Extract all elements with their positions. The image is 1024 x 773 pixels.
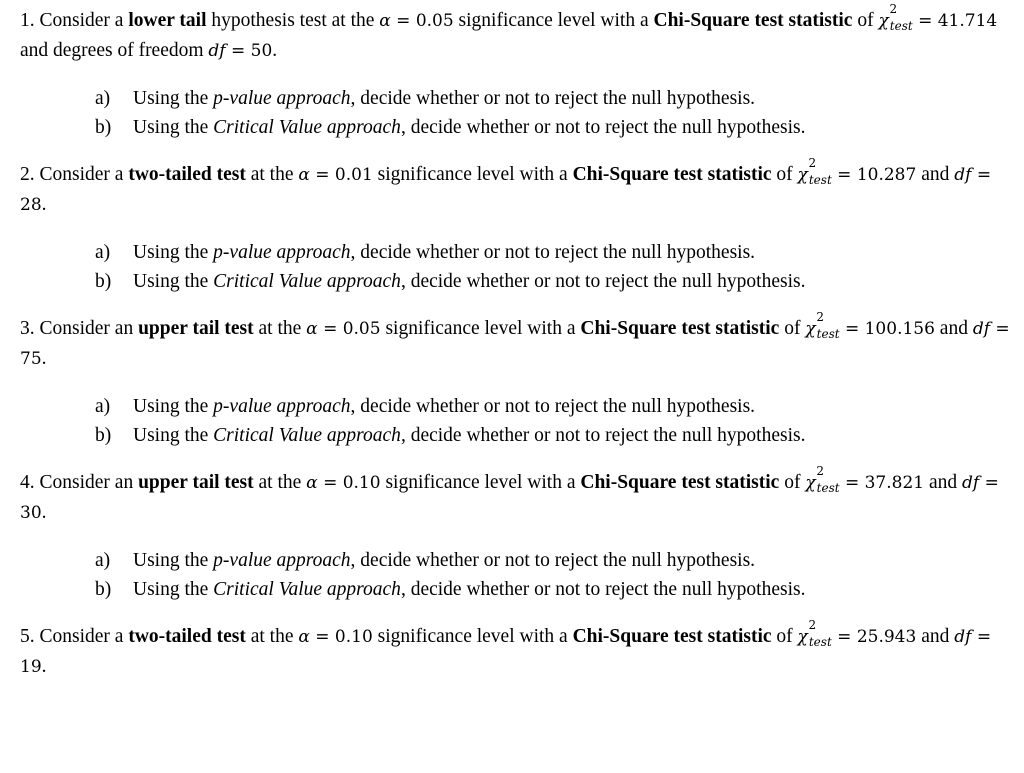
- part-b: b) Using the Critical Value approach, decide whether or not to reject the null hypothesis.: [95, 271, 806, 292]
- sub-questions: [20, 546, 1010, 604]
- problem-1: [20, 2, 1010, 160]
- chi-square-expression: χ 2 $_{test}$ = 100.156: [805, 310, 935, 341]
- statistic-name: Chi-Square test statistic: [653, 10, 853, 31]
- chi-square-expression: χ 2 $_{test}$ = 41.714: [878, 2, 998, 33]
- document-body: [20, 2, 1010, 682]
- test-type: two-tailed test: [128, 626, 246, 647]
- problem-statement: 2. Consider a two-tailed test at the α = 0.01 significance level with a Chi-Square test statistic of χ 2 $_{test}$ = 10.287 and df = 28.: [20, 156, 992, 215]
- df-expression: df = 75: [20, 319, 1010, 369]
- problem-statement: 4. Consider an upper tail test at the α = 0.10 significance level with a Chi-Square test statistic of χ 2 $_{test}$ = 37.821 and df = 30.: [20, 464, 999, 523]
- problem-number: 5.: [20, 626, 35, 647]
- test-type: lower tail: [128, 10, 207, 31]
- statistic-name: Chi-Square test statistic: [580, 472, 780, 493]
- problem-4: [20, 464, 1010, 622]
- alpha-expression: α = 0.05: [306, 319, 381, 339]
- part-b: b) Using the Critical Value approach, decide whether or not to reject the null hypothesis.: [95, 117, 806, 138]
- part-a: a) Using the p-value approach, decide whether or not to reject the null hypothesis.: [95, 550, 756, 571]
- part-a: a) Using the p-value approach, decide whether or not to reject the null hypothesis.: [95, 396, 756, 417]
- problem-3: [20, 310, 1010, 468]
- chi-square-expression: χ 2 $_{test}$ = 25.943: [797, 618, 917, 649]
- chi-square-expression: χ 2 $_{test}$ = 37.821: [805, 464, 925, 495]
- test-type: upper tail test: [138, 318, 254, 339]
- df-expression: df = 30: [20, 473, 999, 523]
- df-expression: df = 50: [208, 41, 273, 61]
- statistic-name: Chi-Square test statistic: [572, 164, 772, 185]
- problem-number: 4.: [20, 472, 35, 493]
- problem-2: [20, 156, 1010, 314]
- sub-questions: [20, 238, 1010, 296]
- statistic-name: Chi-Square test statistic: [572, 626, 772, 647]
- part-b: b) Using the Critical Value approach, decide whether or not to reject the null hypothesis.: [95, 425, 806, 446]
- problem-statement: 1. Consider a lower tail hypothesis test at the α = 0.05 significance level with a Chi-Square test statistic of χ 2 $_{test}$ = 41.714 and degrees of freedom df = 50.: [20, 2, 998, 61]
- sub-questions: [20, 392, 1010, 450]
- chi-square-expression: χ 2 $_{test}$ = 10.287: [797, 156, 917, 187]
- test-type: two-tailed test: [128, 164, 246, 185]
- df-expression: df = 19: [20, 627, 992, 677]
- sub-questions: [20, 84, 1010, 142]
- problem-statement: 3. Consider an upper tail test at the α = 0.05 significance level with a Chi-Square test statistic of χ 2 $_{test}$ = 100.156 and df = 75.: [20, 310, 1010, 369]
- alpha-expression: α = 0.10: [298, 627, 373, 647]
- df-expression: df = 28: [20, 165, 992, 215]
- part-a: a) Using the p-value approach, decide whether or not to reject the null hypothesis.: [95, 242, 756, 263]
- problem-5: [20, 618, 1010, 682]
- problem-number: 2.: [20, 164, 35, 185]
- statistic-name: Chi-Square test statistic: [580, 318, 780, 339]
- part-b: b) Using the Critical Value approach, decide whether or not to reject the null hypothesis.: [95, 579, 806, 600]
- problem-number: 3.: [20, 318, 35, 339]
- part-a: a) Using the p-value approach, decide whether or not to reject the null hypothesis.: [95, 88, 756, 109]
- problem-statement: 5. Consider a two-tailed test at the α = 0.10 significance level with a Chi-Square test statistic of χ 2 $_{test}$ = 25.943 and df = 19.: [20, 618, 992, 677]
- problem-number: 1.: [20, 10, 35, 31]
- alpha-expression: α = 0.10: [306, 473, 381, 493]
- alpha-expression: α = 0.01: [298, 165, 373, 185]
- test-type: upper tail test: [138, 472, 254, 493]
- alpha-expression: α = 0.05: [379, 11, 454, 31]
